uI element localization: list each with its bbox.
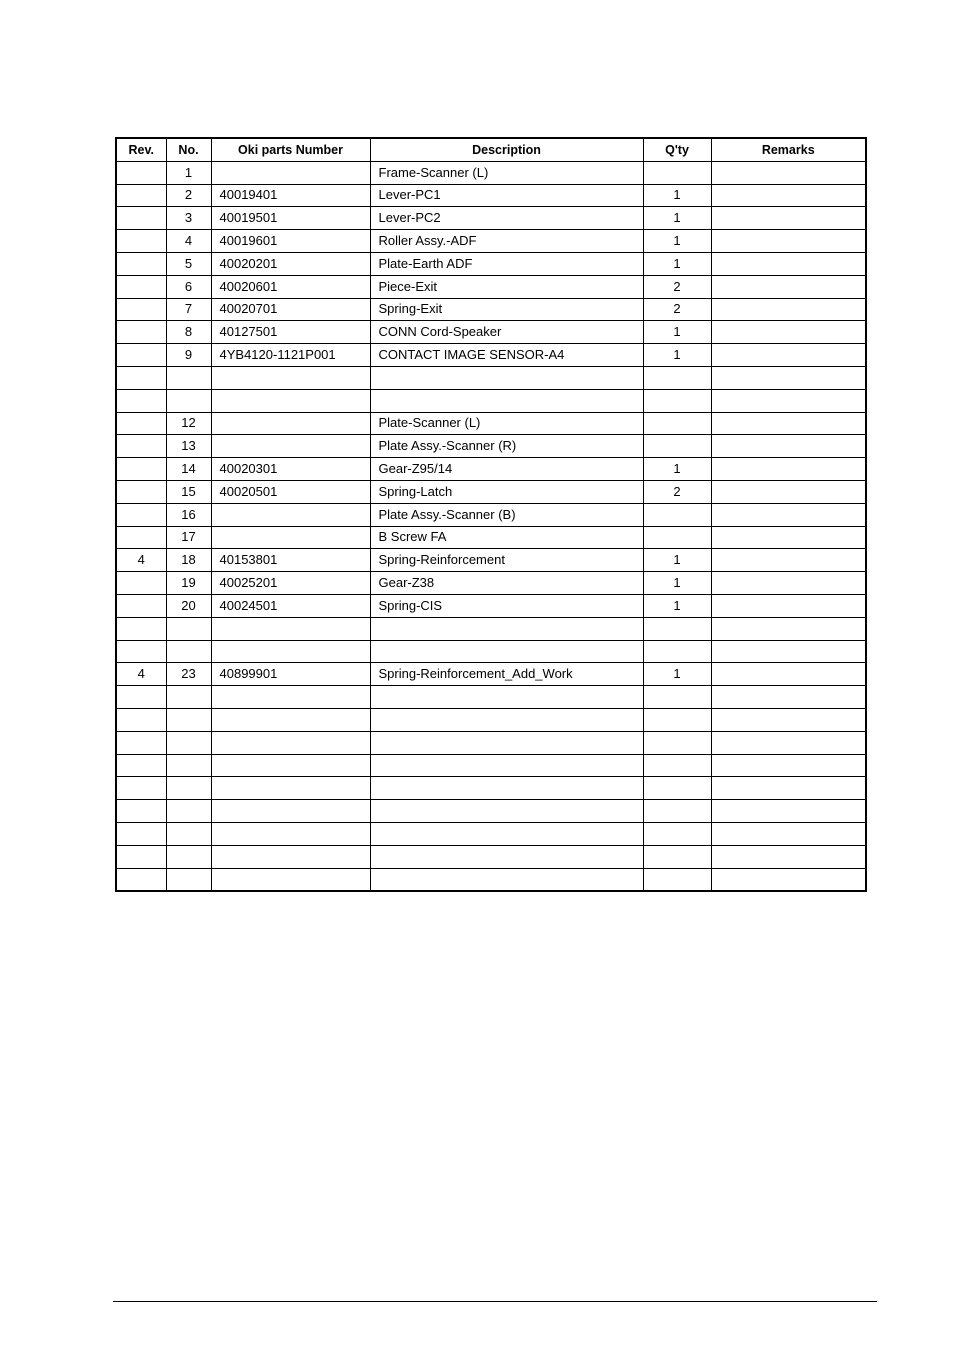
cell-description — [370, 731, 643, 754]
cell-qty — [643, 754, 711, 777]
cell-rev — [116, 777, 166, 800]
header-description: Description — [370, 138, 643, 161]
cell-no — [166, 366, 211, 389]
header-no: No. — [166, 138, 211, 161]
table-row — [116, 321, 866, 344]
table-row — [116, 298, 866, 321]
cell-no: 9 — [166, 344, 211, 367]
header-rev: Rev. — [116, 138, 166, 161]
table-row — [116, 480, 866, 503]
cell-no — [166, 389, 211, 412]
cell-remarks — [711, 366, 866, 389]
cell-remarks — [711, 663, 866, 686]
cell-no — [166, 640, 211, 663]
cell-rev — [116, 822, 166, 845]
cell-remarks — [711, 230, 866, 253]
cell-no: 15 — [166, 480, 211, 503]
cell-description: Plate-Earth ADF — [370, 252, 643, 275]
cell-parts-number — [211, 800, 370, 823]
cell-rev — [116, 184, 166, 207]
cell-qty — [643, 686, 711, 709]
cell-description — [370, 686, 643, 709]
cell-no — [166, 754, 211, 777]
cell-rev — [116, 640, 166, 663]
cell-description — [370, 777, 643, 800]
cell-parts-number: 40020201 — [211, 252, 370, 275]
table-row — [116, 708, 866, 731]
table-body — [116, 161, 866, 891]
cell-rev — [116, 503, 166, 526]
cell-rev — [116, 435, 166, 458]
cell-description: Spring-Latch — [370, 480, 643, 503]
cell-parts-number — [211, 640, 370, 663]
cell-rev — [116, 207, 166, 230]
cell-remarks — [711, 252, 866, 275]
cell-rev — [116, 389, 166, 412]
cell-description: Piece-Exit — [370, 275, 643, 298]
table-row — [116, 412, 866, 435]
table-row — [116, 594, 866, 617]
cell-rev — [116, 754, 166, 777]
cell-parts-number — [211, 389, 370, 412]
cell-description: Gear-Z38 — [370, 572, 643, 595]
cell-remarks — [711, 412, 866, 435]
cell-no: 17 — [166, 526, 211, 549]
cell-qty: 2 — [643, 298, 711, 321]
table-row — [116, 389, 866, 412]
cell-no: 4 — [166, 230, 211, 253]
cell-no: 1 — [166, 161, 211, 184]
cell-description — [370, 366, 643, 389]
cell-qty: 2 — [643, 275, 711, 298]
cell-description — [370, 708, 643, 731]
table-row — [116, 686, 866, 709]
cell-parts-number — [211, 503, 370, 526]
cell-remarks — [711, 868, 866, 891]
cell-parts-number — [211, 754, 370, 777]
cell-no: 13 — [166, 435, 211, 458]
cell-no — [166, 708, 211, 731]
cell-remarks — [711, 321, 866, 344]
cell-qty: 1 — [643, 184, 711, 207]
table-row — [116, 845, 866, 868]
cell-no — [166, 800, 211, 823]
cell-description — [370, 754, 643, 777]
cell-qty — [643, 503, 711, 526]
table-row — [116, 252, 866, 275]
cell-remarks — [711, 503, 866, 526]
cell-parts-number: 40025201 — [211, 572, 370, 595]
cell-description: Frame-Scanner (L) — [370, 161, 643, 184]
cell-no: 12 — [166, 412, 211, 435]
cell-qty: 1 — [643, 572, 711, 595]
cell-remarks — [711, 617, 866, 640]
cell-qty: 1 — [643, 594, 711, 617]
cell-remarks — [711, 640, 866, 663]
table-row — [116, 822, 866, 845]
cell-description — [370, 845, 643, 868]
table-row — [116, 800, 866, 823]
cell-rev — [116, 480, 166, 503]
cell-qty: 1 — [643, 344, 711, 367]
cell-parts-number — [211, 845, 370, 868]
cell-qty: 1 — [643, 321, 711, 344]
table-row — [116, 366, 866, 389]
cell-no: 16 — [166, 503, 211, 526]
cell-no: 20 — [166, 594, 211, 617]
table-row — [116, 344, 866, 367]
cell-no — [166, 845, 211, 868]
cell-description — [370, 822, 643, 845]
cell-rev — [116, 594, 166, 617]
cell-remarks — [711, 800, 866, 823]
table-row — [116, 549, 866, 572]
cell-no — [166, 617, 211, 640]
cell-qty — [643, 845, 711, 868]
cell-description — [370, 389, 643, 412]
cell-parts-number — [211, 868, 370, 891]
cell-remarks — [711, 822, 866, 845]
cell-rev — [116, 686, 166, 709]
cell-rev — [116, 321, 166, 344]
cell-description: Plate-Scanner (L) — [370, 412, 643, 435]
cell-parts-number — [211, 708, 370, 731]
cell-parts-number — [211, 526, 370, 549]
cell-qty — [643, 800, 711, 823]
cell-no: 19 — [166, 572, 211, 595]
cell-rev — [116, 161, 166, 184]
cell-description: Lever-PC1 — [370, 184, 643, 207]
table-row — [116, 275, 866, 298]
cell-qty: 1 — [643, 549, 711, 572]
cell-description: Plate Assy.-Scanner (R) — [370, 435, 643, 458]
cell-parts-number: 40020501 — [211, 480, 370, 503]
header-oki-parts-number: Oki parts Number — [211, 138, 370, 161]
cell-description: Roller Assy.-ADF — [370, 230, 643, 253]
cell-no — [166, 868, 211, 891]
cell-description: Spring-Exit — [370, 298, 643, 321]
cell-remarks — [711, 298, 866, 321]
cell-rev — [116, 412, 166, 435]
cell-parts-number — [211, 777, 370, 800]
cell-rev — [116, 275, 166, 298]
cell-remarks — [711, 777, 866, 800]
cell-no: 23 — [166, 663, 211, 686]
cell-remarks — [711, 389, 866, 412]
cell-description — [370, 617, 643, 640]
cell-rev — [116, 526, 166, 549]
cell-qty — [643, 708, 711, 731]
cell-description: B Screw FA — [370, 526, 643, 549]
cell-remarks — [711, 161, 866, 184]
cell-description — [370, 640, 643, 663]
cell-no: 14 — [166, 458, 211, 481]
table-row — [116, 754, 866, 777]
cell-remarks — [711, 207, 866, 230]
cell-rev — [116, 458, 166, 481]
cell-description: Lever-PC2 — [370, 207, 643, 230]
cell-rev — [116, 298, 166, 321]
table-row — [116, 617, 866, 640]
cell-parts-number — [211, 435, 370, 458]
header-qty: Q'ty — [643, 138, 711, 161]
cell-rev — [116, 230, 166, 253]
table-row — [116, 777, 866, 800]
cell-remarks — [711, 549, 866, 572]
cell-parts-number: 40024501 — [211, 594, 370, 617]
cell-parts-number: 40020601 — [211, 275, 370, 298]
cell-description — [370, 800, 643, 823]
table-row — [116, 435, 866, 458]
cell-rev — [116, 252, 166, 275]
cell-qty: 1 — [643, 663, 711, 686]
cell-remarks — [711, 754, 866, 777]
cell-parts-number: 40019501 — [211, 207, 370, 230]
table-row — [116, 161, 866, 184]
cell-qty — [643, 366, 711, 389]
header-remarks: Remarks — [711, 138, 866, 161]
cell-rev — [116, 617, 166, 640]
cell-no — [166, 686, 211, 709]
table-row — [116, 663, 866, 686]
cell-rev — [116, 572, 166, 595]
cell-no: 8 — [166, 321, 211, 344]
cell-qty — [643, 435, 711, 458]
cell-description: Spring-Reinforcement_Add_Work — [370, 663, 643, 686]
table-row — [116, 640, 866, 663]
cell-description: Spring-Reinforcement — [370, 549, 643, 572]
cell-no — [166, 731, 211, 754]
cell-remarks — [711, 275, 866, 298]
cell-parts-number: 40899901 — [211, 663, 370, 686]
cell-remarks — [711, 686, 866, 709]
cell-parts-number: 4YB4120-1121P001 — [211, 344, 370, 367]
cell-qty — [643, 640, 711, 663]
cell-parts-number — [211, 161, 370, 184]
table-row — [116, 503, 866, 526]
cell-rev — [116, 344, 166, 367]
table-row — [116, 458, 866, 481]
cell-rev: 4 — [116, 663, 166, 686]
cell-description: Spring-CIS — [370, 594, 643, 617]
cell-qty: 1 — [643, 230, 711, 253]
cell-remarks — [711, 731, 866, 754]
cell-parts-number: 40019401 — [211, 184, 370, 207]
cell-rev — [116, 731, 166, 754]
cell-rev — [116, 868, 166, 891]
footer-rule — [113, 1301, 877, 1302]
cell-remarks — [711, 458, 866, 481]
cell-description: CONTACT IMAGE SENSOR-A4 — [370, 344, 643, 367]
cell-remarks — [711, 572, 866, 595]
cell-qty — [643, 412, 711, 435]
cell-qty — [643, 617, 711, 640]
cell-rev — [116, 366, 166, 389]
cell-qty: 1 — [643, 207, 711, 230]
table-row — [116, 868, 866, 891]
cell-parts-number: 40020701 — [211, 298, 370, 321]
cell-remarks — [711, 344, 866, 367]
cell-rev: 4 — [116, 549, 166, 572]
cell-qty: 2 — [643, 480, 711, 503]
cell-remarks — [711, 526, 866, 549]
cell-qty: 1 — [643, 252, 711, 275]
cell-description: Gear-Z95/14 — [370, 458, 643, 481]
cell-parts-number — [211, 617, 370, 640]
table-row — [116, 526, 866, 549]
cell-parts-number: 40019601 — [211, 230, 370, 253]
cell-qty — [643, 161, 711, 184]
cell-qty — [643, 777, 711, 800]
cell-qty — [643, 868, 711, 891]
table-row — [116, 207, 866, 230]
cell-remarks — [711, 845, 866, 868]
table-row — [116, 184, 866, 207]
cell-parts-number: 40153801 — [211, 549, 370, 572]
cell-remarks — [711, 594, 866, 617]
cell-qty — [643, 822, 711, 845]
cell-no — [166, 822, 211, 845]
cell-description: Plate Assy.-Scanner (B) — [370, 503, 643, 526]
cell-no — [166, 777, 211, 800]
cell-parts-number — [211, 731, 370, 754]
cell-parts-number — [211, 366, 370, 389]
cell-description: CONN Cord-Speaker — [370, 321, 643, 344]
table-row — [116, 731, 866, 754]
cell-rev — [116, 800, 166, 823]
cell-rev — [116, 708, 166, 731]
cell-qty — [643, 526, 711, 549]
cell-no: 2 — [166, 184, 211, 207]
cell-parts-number — [211, 686, 370, 709]
cell-description — [370, 868, 643, 891]
cell-no: 6 — [166, 275, 211, 298]
table-header-row — [116, 138, 866, 161]
cell-no: 5 — [166, 252, 211, 275]
table-row — [116, 572, 866, 595]
cell-remarks — [711, 480, 866, 503]
cell-parts-number — [211, 412, 370, 435]
cell-remarks — [711, 184, 866, 207]
cell-no: 18 — [166, 549, 211, 572]
cell-no: 3 — [166, 207, 211, 230]
cell-qty — [643, 731, 711, 754]
cell-remarks — [711, 708, 866, 731]
cell-parts-number: 40020301 — [211, 458, 370, 481]
cell-qty — [643, 389, 711, 412]
cell-rev — [116, 845, 166, 868]
parts-table — [115, 137, 867, 892]
cell-qty: 1 — [643, 458, 711, 481]
cell-parts-number: 40127501 — [211, 321, 370, 344]
table-row — [116, 230, 866, 253]
cell-remarks — [711, 435, 866, 458]
cell-parts-number — [211, 822, 370, 845]
cell-no: 7 — [166, 298, 211, 321]
